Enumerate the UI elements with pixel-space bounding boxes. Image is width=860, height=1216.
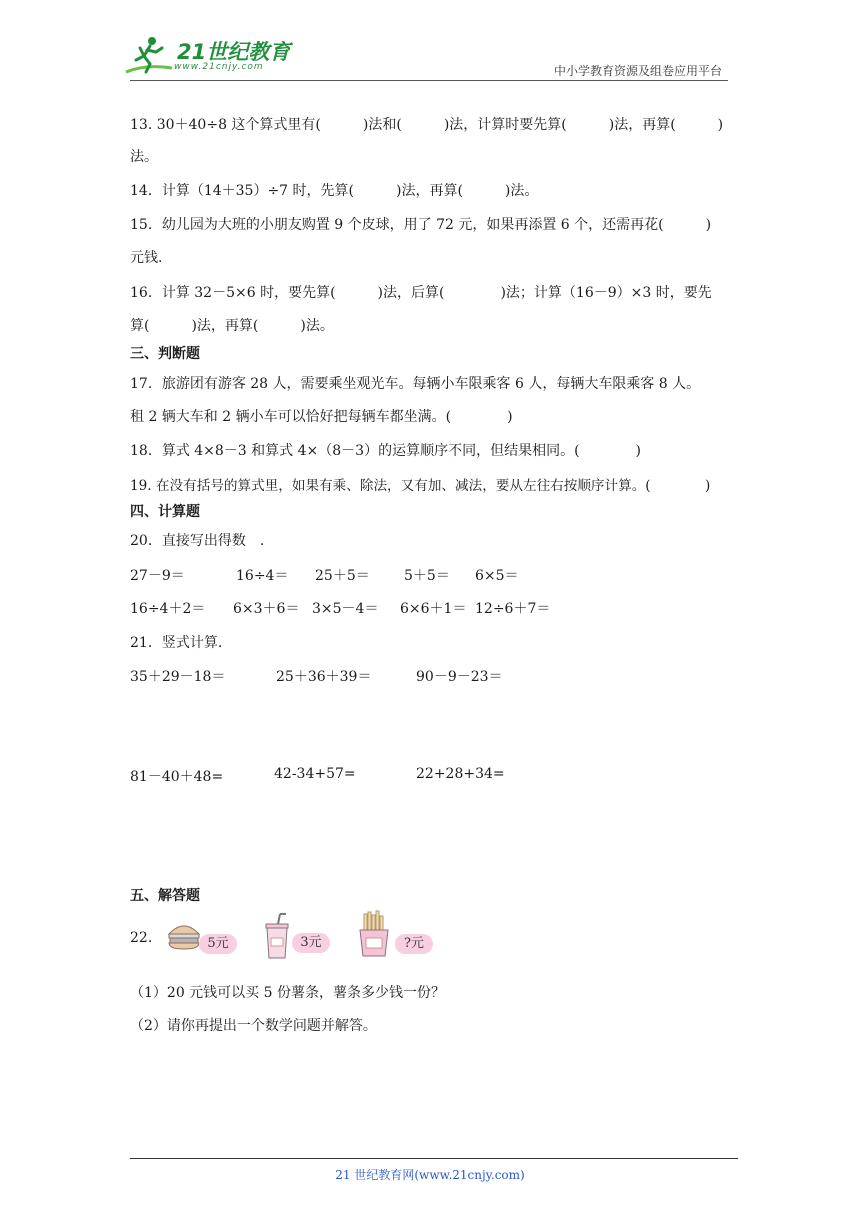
q17-line2: 租 2 辆大车和 2 辆小车可以恰好把每辆车都坐满。( ) [130, 409, 513, 425]
fries-icon [356, 910, 392, 960]
q13-line2: 法。 [130, 149, 158, 165]
q20-expr: 5＋5＝ [404, 568, 450, 584]
q20-title: 20．直接写出得数 . [130, 533, 265, 549]
q20-expr: 27－9＝ [130, 568, 185, 584]
drink-cup-icon [260, 912, 294, 962]
q22-sub1: （1）20 元钱可以买 5 份薯条，薯条多少钱一份？ [130, 985, 445, 1001]
q20-expr: 16÷4＋2＝ [130, 601, 206, 617]
q20-expr: 6×5＝ [475, 568, 519, 584]
q14-line1: 14．计算（14＋35）÷7 时，先算( )法，再算( )法。 [130, 183, 539, 199]
brand-url: www.21cnjy.com [174, 62, 264, 72]
section-calculation-heading: 四、计算题 [130, 504, 200, 520]
drink-price: 3元 [292, 933, 330, 953]
q20-expr: 6×3＋6＝ [233, 601, 300, 617]
brand-name: 21世纪教育 [177, 40, 291, 64]
q22-sub2: （2）请你再提出一个数学问题并解答。 [130, 1018, 377, 1034]
q13-line1: 13. 30＋40÷8 这个算式里有( )法和( )法，计算时要先算( )法，再算( ) [130, 117, 724, 133]
q16-line1: 16．计算 32－5×6 时，要先算( )法，后算( )法；计算（16－9）×3 时，要先 [130, 285, 712, 301]
brand-logo [122, 34, 292, 78]
header-platform-text: 中小学教育资源及组卷应用平台 [553, 64, 722, 78]
q17-line1: 17．旅游团有游客 28 人，需要乘坐观光车。每辆小车限乘客 6 人，每辆大车限乘客 8 人。 [130, 376, 701, 392]
hamburger-icon [166, 916, 202, 956]
q21-expr: 35＋29－18＝ [130, 669, 226, 685]
q15-line2: 元钱. [130, 250, 163, 266]
hamburger-price: 5元 [199, 934, 237, 954]
q20-expr: 16÷4＝ [236, 568, 289, 584]
q18-line1: 18．算式 4×8－3 和算式 4×（8－3）的运算顺序不同，但结果相同。( ) [130, 443, 641, 459]
q20-expr: 3×5－4＝ [312, 601, 379, 617]
q15-line1: 15．幼儿园为大班的小朋友购置 9 个皮球，用了 72 元，如果再添置 6 个，还需再花( ) [130, 217, 712, 233]
q20-expr: 25＋5＝ [315, 568, 370, 584]
q21-title: 21．竖式计算. [130, 635, 223, 651]
footer-link[interactable]: 21 世纪教育网(www.21cnjy.com) [335, 1168, 525, 1182]
q21-expr: 81－40＋48= [130, 769, 224, 785]
section-judgment-heading: 三、判断题 [130, 346, 200, 362]
fries-price: ?元 [395, 934, 433, 954]
q20-expr: 12÷6＋7＝ [475, 601, 551, 617]
q19-line1: 19. 在没有括号的算式里，如果有乘、除法，又有加、减法，要从左往右按顺序计算。( ) [130, 478, 711, 494]
q21-expr: 22+28+34= [416, 766, 505, 782]
header-divider [130, 80, 728, 81]
q16-line2: 算( )法，再算( )法。 [130, 318, 334, 334]
footer-divider [130, 1158, 738, 1159]
q21-expr: 90－9－23＝ [416, 669, 503, 685]
section-answer-heading: 五、解答题 [130, 888, 200, 904]
q21-expr: 25＋36＋39＝ [276, 669, 372, 685]
q22-number: 22. [130, 930, 153, 946]
q21-expr: 42-34+57= [274, 766, 356, 782]
q20-expr: 6×6＋1＝ [400, 601, 467, 617]
runner-logo-icon [122, 34, 176, 78]
